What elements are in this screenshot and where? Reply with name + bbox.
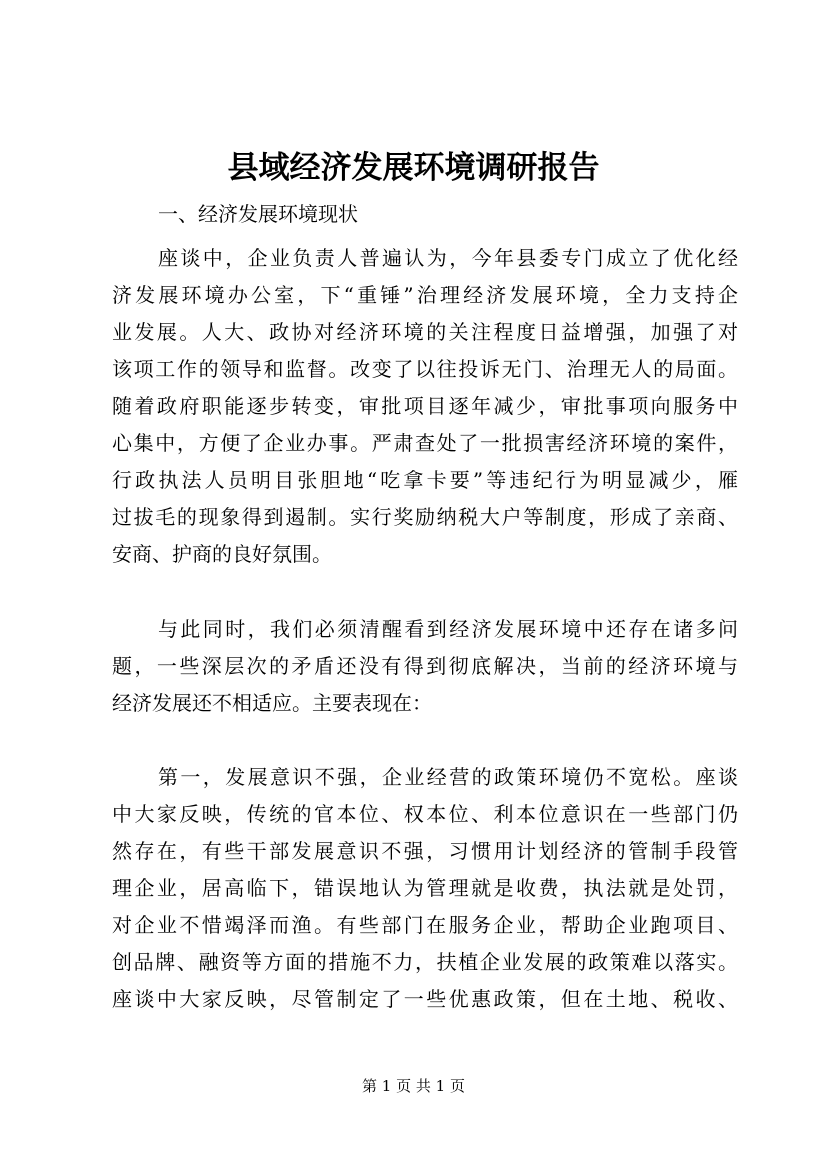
paragraph-line: 题，一些深层次的矛盾还没有得到彻底解决，当前的经济环境与 [112,654,738,678]
document-title: 县域经济发展环境调研报告 [227,150,600,186]
paragraph-line: 业发展。人大、政协对经济环境的关注程度日益增强，加强了对 [112,320,738,344]
paragraph-line: 中大家反映，传统的官本位、权本位、利本位意识在一些部门仍 [112,802,738,826]
paragraph-line: 随着政府职能逐步转变，审批项目逐年减少，审批事项向服务中 [112,394,738,418]
paragraph-line: 经济发展还不相适应。主要表现在： [112,691,432,715]
paragraph-line: 安商、护商的良好氛围。 [112,542,332,566]
paragraph-line: 对企业不惜竭泽而渔。有些部门在服务企业，帮助企业跑项目、 [112,913,738,937]
page-footer: 第 1 页 共 1 页 [362,1077,465,1095]
paragraph-line: 过拔毛的现象得到遏制。实行奖励纳税大户等制度，形成了亲商、 [112,505,738,529]
paragraph-line: 理企业，居高临下，错误地认为管理就是收费，执法就是处罚， [112,876,738,900]
paragraph-line: 创品牌、融资等方面的措施不力，扶植企业发展的政策难以落实。 [112,950,738,974]
paragraph-line: 心集中，方便了企业办事。严肃查处了一批损害经济环境的案件， [112,431,738,455]
paragraph-line: 第一，发展意识不强，企业经营的政策环境仍不宽松。座谈 [158,765,738,789]
paragraph-line: 然存在，有些干部发展意识不强，习惯用计划经济的管制手段管 [112,839,738,863]
paragraph-line: 座谈中，企业负责人普遍认为，今年县委专门成立了优化经 [158,246,738,270]
paragraph-line: 座谈中大家反映，尽管制定了一些优惠政策，但在土地、税收、 [112,987,738,1011]
paragraph-line: 该项工作的领导和监督。改变了以往投诉无门、治理无人的局面。 [112,357,738,381]
paragraph-line: 行政执法人员明目张胆地“吃拿卡要”等违纪行为明显减少，雁 [112,468,738,492]
paragraph-line: 与此同时，我们必须清醒看到经济发展环境中还存在诸多问 [158,617,738,641]
section-heading: 一、经济发展环境现状 [158,202,358,226]
paragraph-line: 济发展环境办公室，下“重锤”治理经济发展环境，全力支持企 [112,283,738,307]
